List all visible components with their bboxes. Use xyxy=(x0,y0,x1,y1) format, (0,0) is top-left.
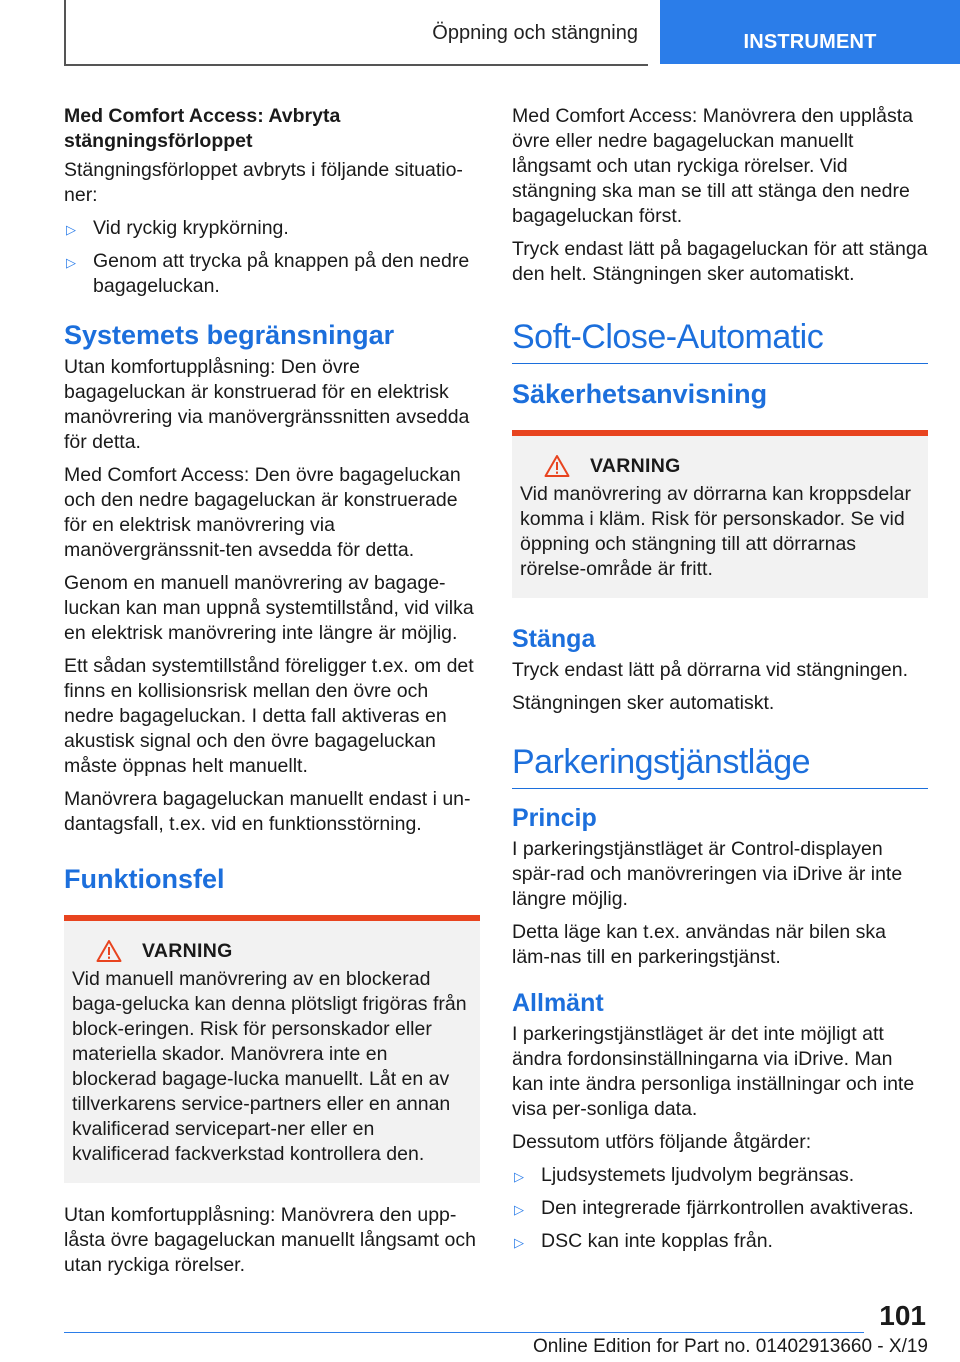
header-section-title: Öppning och stängning xyxy=(432,22,638,44)
paragraph: Genom en manuell manövrering av bagage‐luckan kan man uppnå systemtillstånd, vid vilka en elektrisk manövrering inte längre är möjlig. xyxy=(64,572,474,644)
header-chapter-tab[interactable]: INSTRUMENT xyxy=(660,0,960,64)
paragraph: Detta läge kan t.ex. användas när bilen ska läm‐nas till en parkeringstjänst. xyxy=(512,921,886,968)
heading-safety-notice: Säkerhetsanvisning xyxy=(512,379,768,409)
paragraph: Stängningen sker automatiskt. xyxy=(512,692,775,714)
list-item xyxy=(64,216,480,241)
paragraph: Med Comfort Access: Den övre bagageluckan och den nedre bagageluckan är konstruerade för en elektrisk manövrering via manövergränssnit‐ten avsedda för detta. xyxy=(64,464,461,561)
paragraph: I parkeringstjänstläget är Control-displayen spär‐rad och manövreringen via iDrive är inte längre möjlig. xyxy=(512,838,903,910)
list-item-text: Ljudsystemets ljudvolym begränsas. xyxy=(541,1164,855,1186)
warning-title: VARNING xyxy=(142,939,233,962)
heading-parking-mode: Parkeringstjänstläge xyxy=(512,742,928,789)
heading-close: Stänga xyxy=(512,625,596,653)
list-item-text: Den integrerade fjärrkontrollen avaktiveras. xyxy=(541,1197,914,1219)
warning-text: Vid manövrering av dörrarna kan kroppsdelar komma i kläm. Risk för personskador. Se vid öppning och stängning till att dörrarnas rörelse‐område är fritt. xyxy=(520,483,911,580)
warning-triangle-icon xyxy=(544,454,570,478)
heading-principle: Princip xyxy=(512,804,597,832)
paragraph: Stängningsförloppet avbryts i följande situatio‐ner: xyxy=(64,159,463,206)
heading-soft-close: Soft-Close-Automatic xyxy=(512,317,928,364)
heading-malfunction: Funktionsfel xyxy=(64,864,225,894)
list-item xyxy=(512,1229,928,1254)
warning-title: VARNING xyxy=(590,454,681,477)
paragraph: I parkeringstjänstläget är det inte möjligt att ändra fordonsinställningarna via iDrive. Man kan inte ändra personliga inställningar och inte visa per‐sonliga data. xyxy=(512,1023,915,1120)
bullet-list xyxy=(512,1163,928,1254)
paragraph: Ett sådan systemtillstånd föreligger t.ex. om det finns en kollisionsrisk mellan den övre och nedre bagageluckan. I detta fall aktiveras en akustisk signal och den övre bagageluckan måste öppnas helt manuellt. xyxy=(64,655,474,777)
paragraph: Utan komfortupplåsning: Den övre bagageluckan är konstruerad för en elektrisk manövrering via manövergränssnitten avsedda för detta. xyxy=(64,356,470,453)
footer-rule xyxy=(64,1332,864,1333)
triangle-right-icon: ▷ xyxy=(514,1235,524,1250)
paragraph: Med Comfort Access: Manövrera den upplåsta övre eller nedre bagageluckan manuellt långsamt och utan ryckiga rörelser. Vid stängning ska man se till att stänga den nedre bagageluckan först. xyxy=(512,105,914,227)
list-item xyxy=(64,249,480,299)
right-column xyxy=(512,104,928,1262)
list-item xyxy=(512,1163,928,1188)
paragraph: Utan komfortupplåsning: Manövrera den upp‐låsta övre bagageluckan manuellt långsamt och utan ryckiga rörelser. xyxy=(64,1204,476,1276)
list-item-text: Vid ryckig krypkörning. xyxy=(93,217,289,239)
heading-general: Allmänt xyxy=(512,989,604,1017)
warning-box xyxy=(512,430,928,598)
warning-triangle-icon xyxy=(96,939,122,963)
warning-header xyxy=(96,939,472,963)
warning-header xyxy=(544,454,920,478)
left-column xyxy=(64,104,480,1286)
header-bottom-rule xyxy=(64,64,648,66)
warning-text: Vid manuell manövrering av en blockerad baga‐gelucka kan denna plötsligt frigöras från block‐eringen. Risk för personskador eller materiella skador. Manövrera inte en blockerad bagage‐lucka manuellt. Låt en av tillverkarens service‐partners eller en annan kvalificerad servicepart‐ner eller en kvalificerad fackverkstad kontrollera den. xyxy=(72,968,467,1165)
warning-box xyxy=(64,915,480,1183)
footer-edition: Online Edition for Part no. 01402913660 - X/19 xyxy=(532,1336,928,1357)
paragraph: Manövrera bagageluckan manuellt endast i un‐dantagsfall, t.ex. vid en funktionsstörning. xyxy=(64,788,471,835)
heading-system-limits: Systemets begränsningar xyxy=(64,320,395,350)
list-item-text: DSC kan inte kopplas från. xyxy=(541,1230,773,1252)
paragraph: Tryck endast lätt på bagageluckan för att stänga den helt. Stängningen sker automatiskt. xyxy=(512,238,928,285)
list-item-text: Genom att trycka på knappen på den nedre bagageluckan. xyxy=(93,250,470,297)
paragraph: Dessutom utförs följande åtgärder: xyxy=(512,1131,812,1153)
list-item xyxy=(512,1196,928,1221)
triangle-right-icon: ▷ xyxy=(66,222,76,237)
comfort-access-subheading: Med Comfort Access: Avbryta stängningsförloppet xyxy=(64,105,341,152)
bullet-list xyxy=(64,216,480,299)
triangle-right-icon: ▷ xyxy=(514,1169,524,1184)
page-number: 101 xyxy=(879,1300,926,1331)
triangle-right-icon: ▷ xyxy=(514,1202,524,1217)
triangle-right-icon: ▷ xyxy=(66,255,76,270)
paragraph: Tryck endast lätt på dörrarna vid stängningen. xyxy=(512,659,908,681)
